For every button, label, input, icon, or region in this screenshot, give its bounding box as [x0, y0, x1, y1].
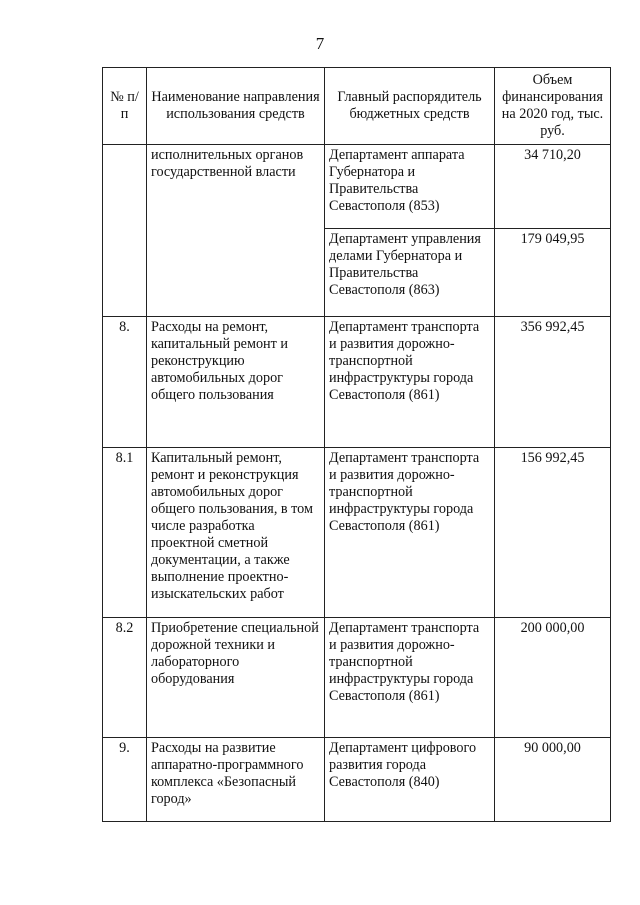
row-manager: Департамент транспорта и развития дорожно-транспортной инфраструктуры города Севастополя (861)	[325, 317, 495, 448]
row-manager: Департамент управления делами Губернатора и Правительства Севастополя (863)	[325, 229, 495, 317]
row-amount: 356 992,45	[495, 317, 611, 448]
row-num	[103, 145, 147, 317]
header-name: Наименование направления использования средств	[147, 68, 325, 145]
row-amount: 156 992,45	[495, 448, 611, 618]
row-name: Расходы на развитие аппаратно-программного комплекса «Безопасный город»	[147, 738, 325, 822]
budget-table	[102, 67, 611, 822]
row-amount: 90 000,00	[495, 738, 611, 822]
row-manager: Департамент цифрового развития города Севастополя (840)	[325, 738, 495, 822]
row-name: Приобретение специальной дорожной техники и лабораторного оборудования	[147, 618, 325, 738]
row-name: исполнительных органов государственной власти	[147, 145, 325, 317]
row-num: 8.2	[103, 618, 147, 738]
row-manager: Департамент транспорта и развития дорожно-транспортной инфраструктуры города Севастополя (861)	[325, 618, 495, 738]
row-num: 9.	[103, 738, 147, 822]
row-manager: Департамент аппарата Губернатора и Правительства Севастополя (853)	[325, 145, 495, 229]
row-amount: 200 000,00	[495, 618, 611, 738]
header-amount: Объем финансирования на 2020 год, тыс. руб.	[495, 68, 611, 145]
table-row	[103, 317, 611, 448]
row-manager: Департамент транспорта и развития дорожно-транспортной инфраструктуры города Севастополя (861)	[325, 448, 495, 618]
header-manager: Главный распорядитель бюджетных средств	[325, 68, 495, 145]
row-num: 8.1	[103, 448, 147, 618]
row-name: Капитальный ремонт, ремонт и реконструкция автомобильных дорог общего пользования, в том числе разработка проектной сметной документации, а также выполнение проектно-изыскательских работ	[147, 448, 325, 618]
table-row	[103, 145, 611, 229]
row-amount: 34 710,20	[495, 145, 611, 229]
table-row	[103, 618, 611, 738]
page-number: 7	[315, 34, 325, 53]
table-header-row	[103, 68, 611, 145]
table-row	[103, 448, 611, 618]
header-num: № п/п	[103, 68, 147, 145]
row-name: Расходы на ремонт, капитальный ремонт и реконструкцию автомобильных дорог общего пользования	[147, 317, 325, 448]
row-amount: 179 049,95	[495, 229, 611, 317]
table-row	[103, 738, 611, 822]
row-num: 8.	[103, 317, 147, 448]
